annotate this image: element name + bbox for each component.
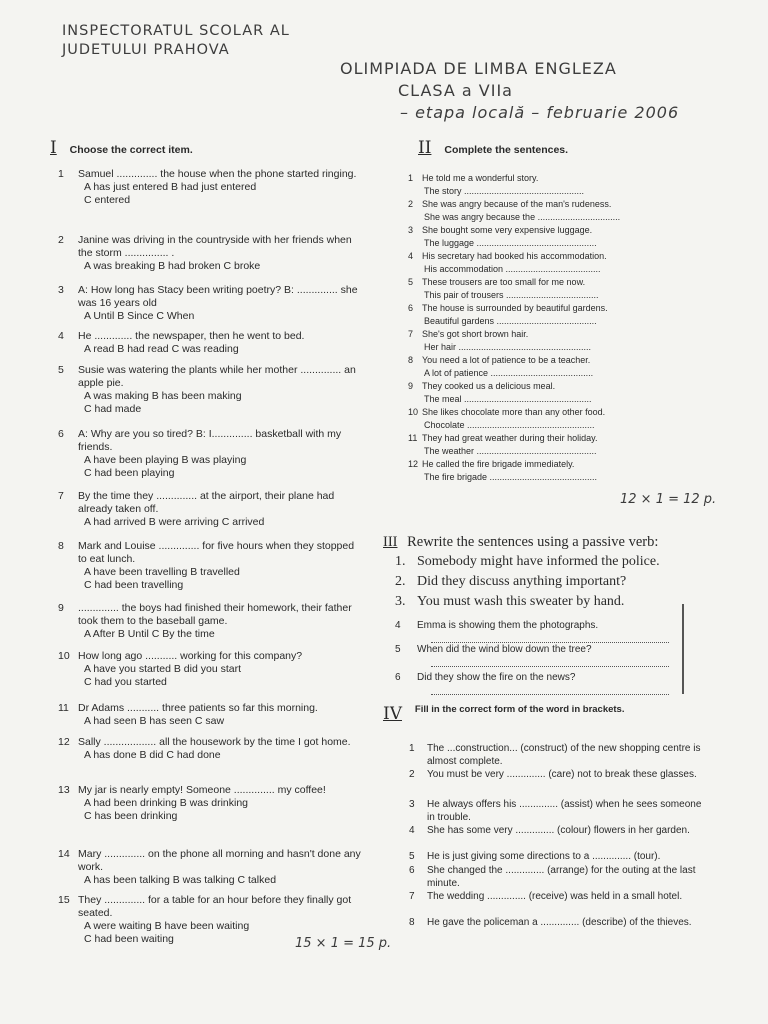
header-school-inspectorate — [62, 22, 290, 60]
section1-number: I — [50, 138, 57, 158]
sentence-start: This pair of trousers ..................................... — [424, 289, 599, 300]
sentence-text: She bought some very expensive luggage. — [422, 225, 593, 235]
section1-score: 15 × 1 = 15 p. — [295, 936, 392, 951]
section2-heading — [418, 138, 568, 158]
passive-text: You must wash this sweater by hand. — [417, 594, 625, 609]
passive-number: 4 — [395, 620, 401, 631]
answer-line — [431, 666, 669, 667]
question-stem: Janine was driving in the countryside with her friends when the storm ............... . — [78, 234, 352, 259]
sentence-text: She was angry because of the man's rudeness. — [422, 199, 612, 209]
passive-text: Did they show the fire on the news? — [417, 672, 576, 683]
question-number: 2 — [58, 234, 64, 246]
question-item — [58, 650, 363, 689]
section4-number: IV — [383, 704, 402, 724]
question-options: A has done B did C had done — [84, 749, 221, 761]
question-item — [58, 234, 363, 273]
sentence-number: 12 — [408, 459, 419, 469]
sentence-start: She was angry because the ................................. — [424, 211, 621, 222]
question-stem: Mark and Louise .............. for five hours when they stopped to eat lunch. — [78, 540, 355, 565]
sentence-item — [408, 172, 698, 197]
header-olympiad — [340, 58, 679, 124]
question-options: C had made — [84, 403, 142, 415]
section3-bracket — [682, 604, 684, 694]
question-options: C had you started — [84, 676, 167, 688]
question-item — [58, 702, 363, 728]
word-form-text: He always offers his .............. (assist) when he sees someone in trouble. — [427, 799, 702, 823]
word-form-number: 8 — [409, 917, 415, 928]
question-stem: How long ago ........... working for this company? — [78, 650, 303, 662]
section4-heading — [383, 704, 703, 724]
question-options: C had been playing — [84, 467, 175, 479]
section2-score: 12 × 1 = 12 p. — [620, 492, 717, 507]
sentence-item — [408, 198, 698, 223]
question-item — [58, 330, 363, 356]
question-number: 9 — [58, 602, 64, 614]
question-number: 3 — [58, 284, 64, 296]
passive-item — [395, 594, 715, 610]
answer-line — [431, 642, 669, 643]
question-options: C had been waiting — [84, 933, 174, 945]
sentence-number: 4 — [408, 251, 414, 261]
sentence-item — [408, 328, 698, 353]
passive-number: 5 — [395, 644, 401, 655]
sentence-item — [408, 354, 698, 379]
passive-item — [395, 554, 715, 570]
sentence-start: The fire brigade ........................................... — [424, 471, 598, 482]
passive-item — [395, 644, 715, 655]
header-left-line1: INSPECTORATUL SCOLAR AL — [62, 23, 290, 39]
header-right-line1: OLIMPIADA DE LIMBA ENGLEZA — [340, 59, 617, 78]
sentence-start: Beautiful gardens ........................................ — [424, 315, 597, 326]
sentence-number: 9 — [408, 381, 414, 391]
question-stem: By the time they .............. at the airport, their plane had already taken off. — [78, 490, 335, 515]
sentence-start: The story ................................................ — [424, 185, 585, 196]
sentence-start: The meal ................................................... — [424, 393, 592, 404]
question-options: C had been travelling — [84, 579, 184, 591]
sentence-start: His accommodation ...................................... — [424, 263, 601, 274]
sentence-text: She's got short brown hair. — [422, 329, 529, 339]
question-number: 15 — [58, 894, 70, 906]
sentence-item — [408, 458, 698, 483]
question-number: 11 — [58, 702, 69, 714]
word-form-item — [409, 850, 709, 863]
sentence-number: 3 — [408, 225, 414, 235]
word-form-number: 2 — [409, 769, 415, 780]
question-options: C entered — [84, 194, 131, 206]
section3 — [383, 534, 728, 683]
word-form-number: 3 — [409, 799, 415, 810]
question-stem: Samuel .............. the house when the phone started ringing. — [78, 168, 357, 180]
sentence-text: He told me a wonderful story. — [422, 173, 539, 183]
question-number: 14 — [58, 848, 70, 860]
sentence-number: 2 — [408, 199, 414, 209]
word-form-number: 4 — [409, 825, 415, 836]
section2-number: II — [418, 138, 432, 158]
question-item — [58, 784, 363, 823]
question-options: A have been travelling B travelled — [84, 566, 240, 578]
sentence-number: 11 — [408, 433, 418, 443]
section1-title: Choose the correct item. — [69, 144, 193, 156]
question-item — [58, 168, 363, 207]
passive-text: Somebody might have informed the police. — [417, 554, 660, 569]
question-options: A After B Until C By the time — [84, 628, 215, 640]
passive-text: Emma is showing them the photographs. — [417, 620, 599, 631]
word-form-text: She changed the .............. (arrange) for the outing at the last minute. — [427, 865, 696, 889]
sentence-item — [408, 380, 698, 405]
passive-item — [395, 620, 715, 631]
sentence-number: 6 — [408, 303, 414, 313]
question-stem: Mary .............. on the phone all morning and hasn't done any work. — [78, 848, 361, 873]
question-options: C has been drinking — [84, 810, 178, 822]
section3-number: III — [383, 534, 398, 550]
word-form-item — [409, 798, 709, 824]
answer-line — [431, 694, 669, 695]
sentence-start: Chocolate ................................................... — [424, 419, 595, 430]
section1-heading — [50, 138, 193, 158]
word-form-text: She has some very .............. (colour) flowers in her garden. — [427, 825, 690, 836]
question-options: A had arrived B were arriving C arrived — [84, 516, 265, 528]
sentence-text: The house is surrounded by beautiful gardens. — [422, 303, 608, 313]
question-stem: A: Why are you so tired? B: I.............. basketball with my friends. — [78, 428, 342, 453]
word-form-item — [409, 768, 709, 781]
question-number: 7 — [58, 490, 64, 502]
question-number: 13 — [58, 784, 70, 796]
passive-text: When did the wind blow down the tree? — [417, 644, 592, 655]
question-options: A was making B has been making — [84, 390, 242, 402]
sentence-text: His secretary had booked his accommodation. — [422, 251, 607, 261]
word-form-text: He is just giving some directions to a .............. (tour). — [427, 851, 661, 862]
sentence-number: 8 — [408, 355, 414, 365]
sentence-text: These trousers are too small for me now. — [422, 277, 586, 287]
question-options: A have you started B did you start — [84, 663, 242, 675]
passive-item — [395, 574, 715, 590]
question-item — [58, 540, 363, 592]
word-form-text: The ...construction... (construct) of the new shopping centre is almost complete. — [427, 743, 701, 767]
question-options: A has been talking B was talking C talked — [84, 874, 277, 886]
sentence-item — [408, 224, 698, 249]
question-stem: My jar is nearly empty! Someone .............. my coffee! — [78, 784, 326, 796]
passive-text: Did they discuss anything important? — [417, 574, 627, 589]
question-stem: Dr Adams ........... three patients so far this morning. — [78, 702, 318, 714]
question-item — [58, 490, 363, 529]
header-right-line3: – etapa locală – februarie 2006 — [400, 103, 680, 122]
sentence-item — [408, 276, 698, 301]
word-form-item — [409, 890, 709, 903]
sentence-item — [408, 432, 698, 457]
word-form-item — [409, 824, 709, 837]
question-options: A was breaking B had broken C broke — [84, 260, 261, 272]
sentence-number: 10 — [408, 407, 419, 417]
passive-number: 1. — [395, 554, 406, 569]
sentence-text: He called the fire brigade immediately. — [422, 459, 575, 469]
sentence-text: She likes chocolate more than any other food. — [422, 407, 606, 417]
question-number: 12 — [58, 736, 70, 748]
word-form-number: 6 — [409, 865, 415, 876]
question-item — [58, 602, 363, 641]
passive-item — [395, 672, 715, 683]
passive-number: 3. — [395, 594, 406, 609]
sentence-item — [408, 406, 698, 431]
word-form-number: 1 — [409, 743, 415, 754]
question-options: A Until B Since C When — [84, 310, 195, 322]
question-number: 4 — [58, 330, 64, 342]
sentence-number: 1 — [408, 173, 414, 183]
word-form-number: 5 — [409, 851, 415, 862]
question-item — [58, 736, 363, 762]
question-stem: .............. the boys had finished their homework, their father took them to the baseball game. — [78, 602, 352, 627]
question-number: 6 — [58, 428, 64, 440]
word-form-item — [409, 742, 709, 768]
question-options: A had been drinking B was drinking — [84, 797, 249, 809]
sentence-number: 7 — [408, 329, 414, 339]
word-form-item — [409, 916, 709, 929]
question-options: A read B had read C was reading — [84, 343, 239, 355]
question-item — [58, 848, 363, 887]
question-item — [58, 428, 363, 480]
sentence-start: Her hair ..................................................... — [424, 341, 592, 352]
sentence-text: They cooked us a delicious meal. — [422, 381, 556, 391]
section2-title: Complete the sentences. — [444, 144, 569, 156]
section3-heading — [383, 534, 728, 551]
question-number: 1 — [58, 168, 64, 180]
word-form-item — [409, 864, 709, 890]
sentence-start: A lot of patience ......................................... — [424, 367, 594, 378]
section3-title: Rewrite the sentences using a passive verb: — [407, 534, 659, 550]
word-form-text: You must be very .............. (care) not to break these glasses. — [427, 769, 697, 780]
question-number: 10 — [58, 650, 70, 662]
question-stem: He ............. the newspaper, then he went to bed. — [78, 330, 305, 342]
section4-title: Fill in the correct form of the word in brackets. — [414, 704, 625, 715]
question-options: A were waiting B have been waiting — [84, 920, 250, 932]
question-item — [58, 364, 363, 416]
passive-number: 2. — [395, 574, 406, 589]
header-right-line2: CLASA a VIIa — [398, 81, 513, 100]
sentence-item — [408, 250, 698, 275]
sentence-item — [408, 302, 698, 327]
word-form-text: The wedding .............. (receive) was held in a small hotel. — [427, 891, 683, 902]
passive-number: 6 — [395, 672, 401, 683]
question-options: A have been playing B was playing — [84, 454, 247, 466]
question-stem: Sally .................. all the housework by the time I got home. — [78, 736, 351, 748]
sentence-start: The weather ................................................ — [424, 445, 597, 456]
sentence-text: They had great weather during their holiday. — [422, 433, 598, 443]
sentence-start: The luggage ................................................ — [424, 237, 597, 248]
sentence-number: 5 — [408, 277, 414, 287]
word-form-number: 7 — [409, 891, 415, 902]
question-stem: Susie was watering the plants while her mother .............. an apple pie. — [78, 364, 356, 389]
header-left-line2: JUDETULUI PRAHOVA — [62, 42, 230, 58]
question-stem: They .............. for a table for an hour before they finally got seated. — [78, 894, 352, 919]
question-number: 8 — [58, 540, 64, 552]
question-options: A has just entered B had just entered — [84, 181, 257, 193]
sentence-text: You need a lot of patience to be a teacher. — [422, 355, 591, 365]
question-options: A had seen B has seen C saw — [84, 715, 225, 727]
word-form-text: He gave the policeman a .............. (describe) of the thieves. — [427, 917, 692, 928]
question-number: 5 — [58, 364, 64, 376]
question-stem: A: How long has Stacy been writing poetry? B: .............. she was 16 years old — [78, 284, 358, 309]
question-item — [58, 284, 363, 323]
